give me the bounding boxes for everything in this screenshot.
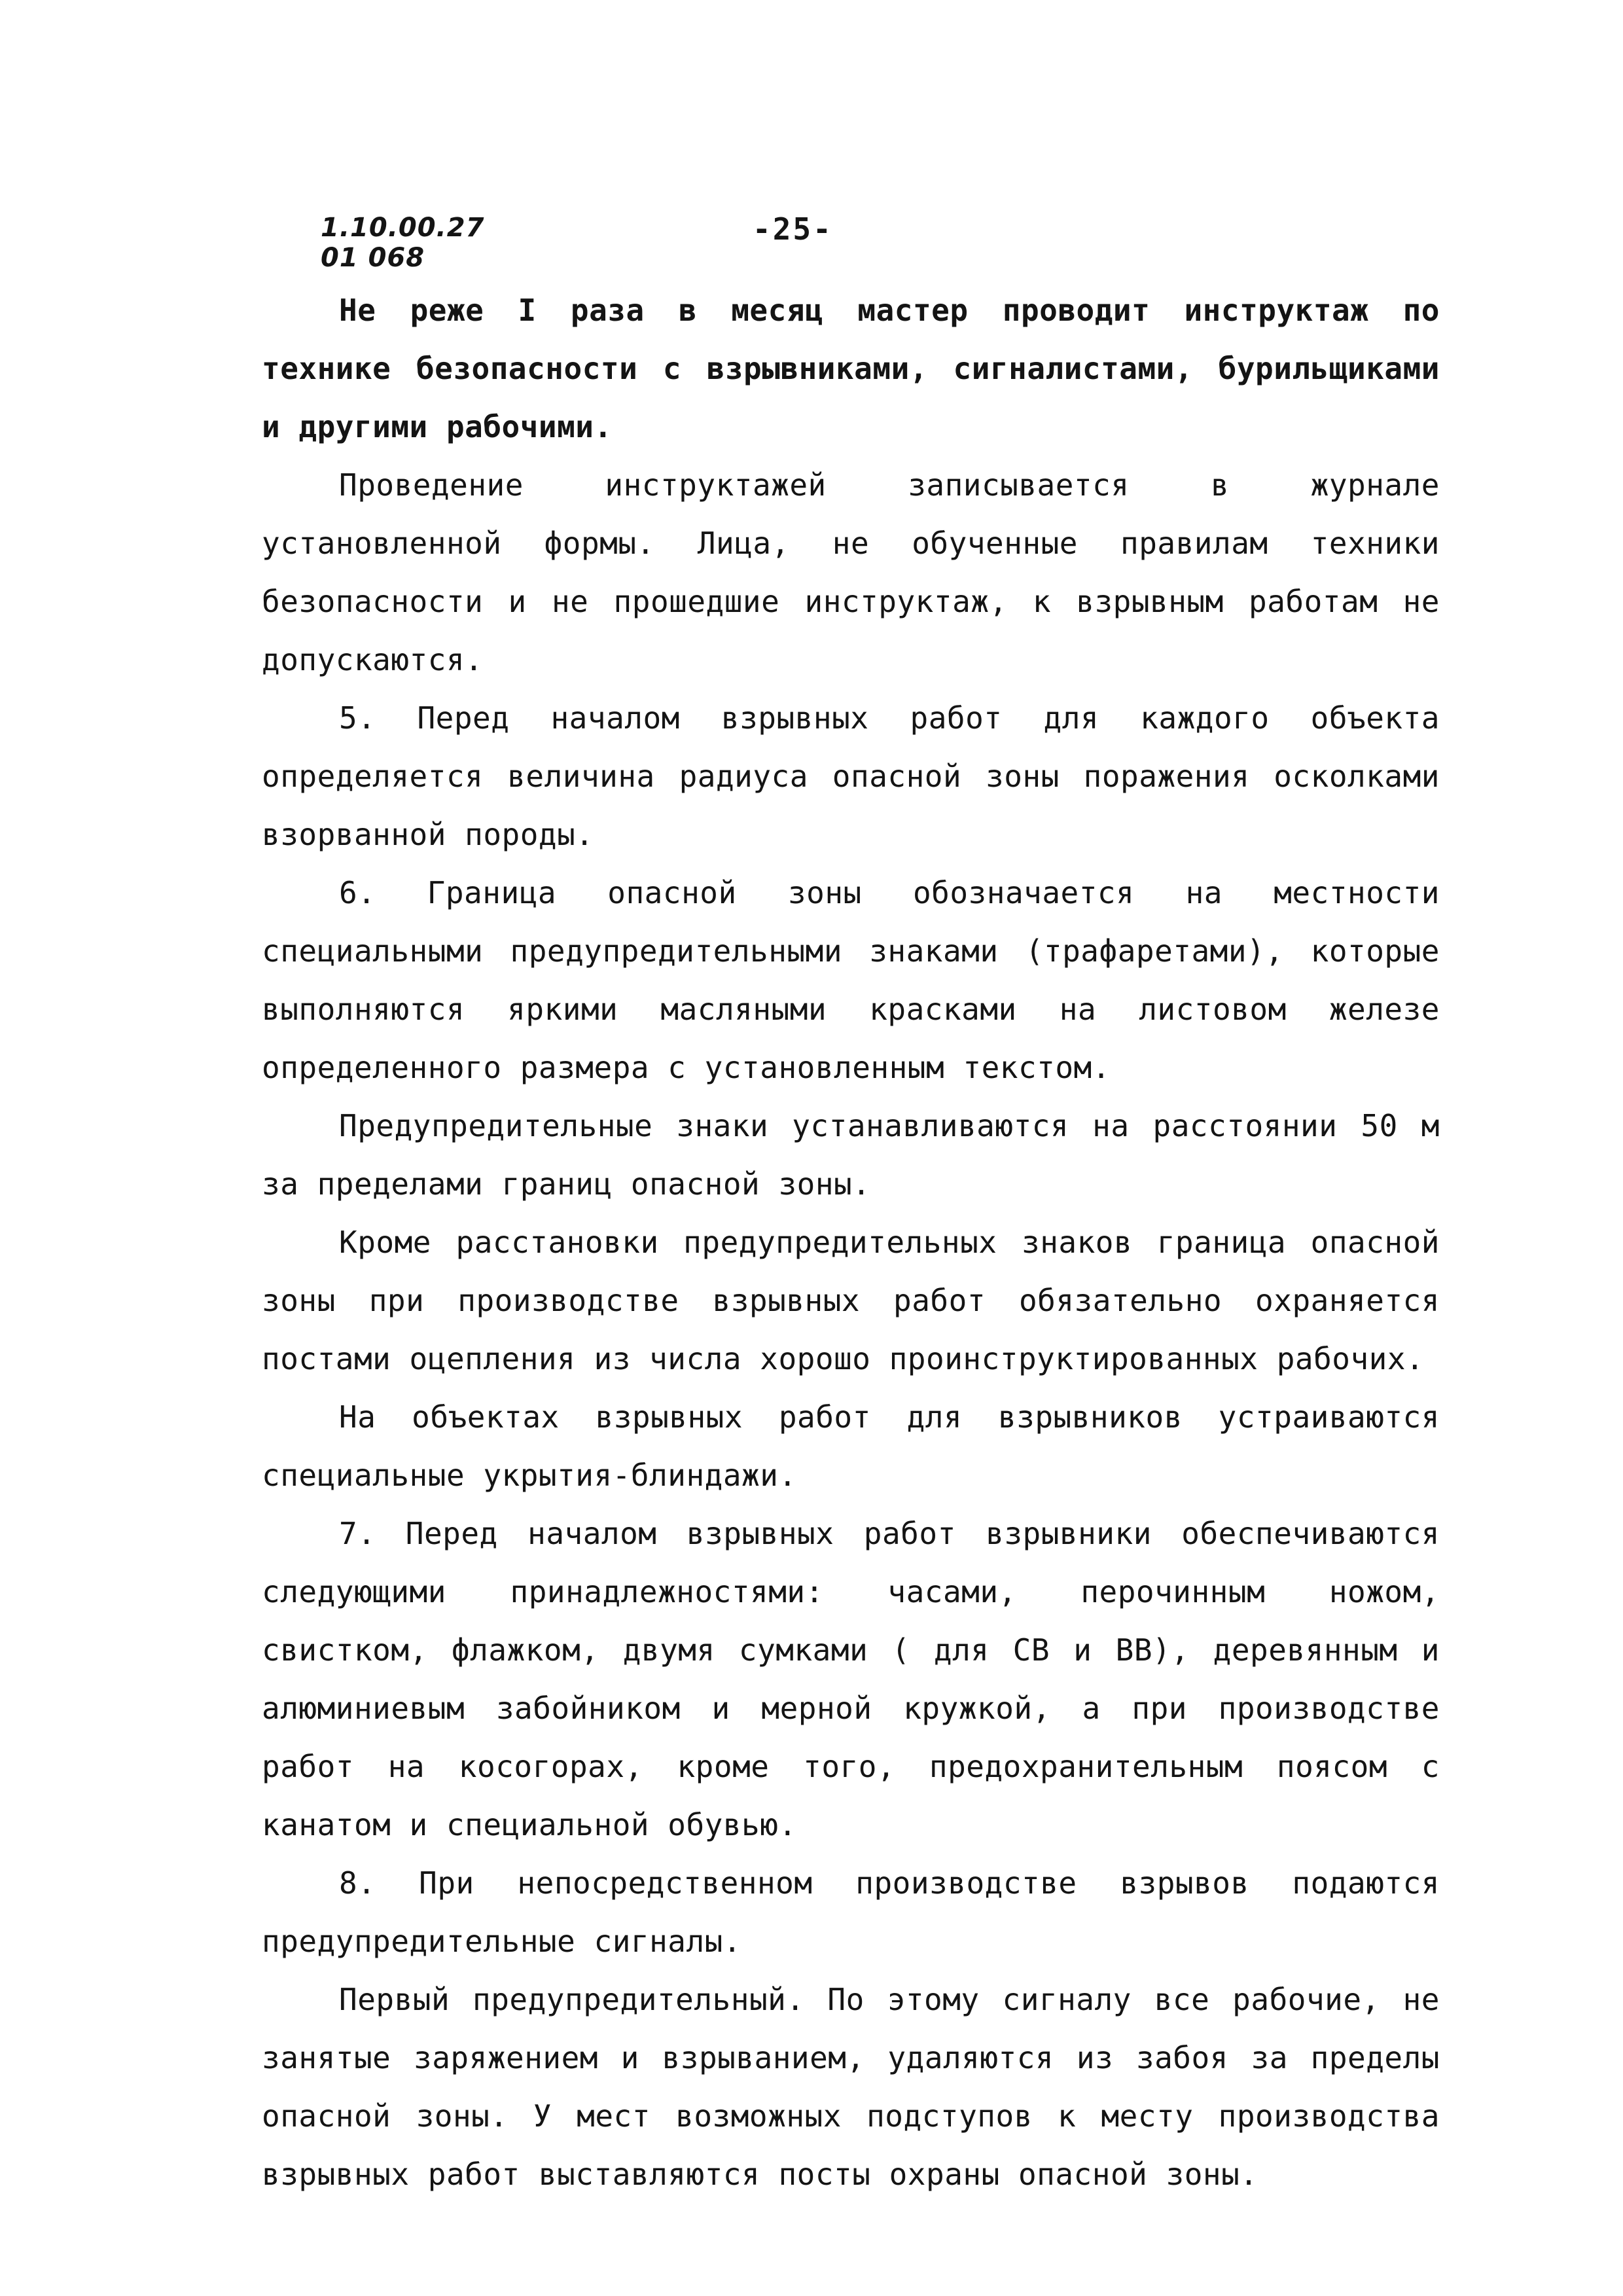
- paragraph-item-5: 5. Перед началом взрывных работ для каждого объекта определяется величина радиуса опасной зоны поражения осколками взорванной породы.: [262, 700, 1440, 852]
- paragraph-warning-signs: Предупредительные знаки устанавливаются на расстоянии 50 м за пределами границ опасной зоны.: [262, 1108, 1440, 1202]
- paragraph-cordon-posts: Кроме расстановки предупредительных знаков граница опасной зоны при производстве взрывных работ обязательно охраняется постами оцепления из числа хорошо проинструктированных рабочих.: [262, 1225, 1440, 1376]
- body-text: [262, 281, 1440, 2204]
- page-number: -25-: [753, 211, 833, 247]
- paragraph-instruction-records: Проведение инструктажей записывается в журнале установленной формы. Лица, не обученные правилам техники безопасности и не прошедшие инструктаж, к взрывным работам не допускаются.: [262, 467, 1440, 677]
- paragraph-item-8: 8. При непосредственном производстве взрывов подаются предупредительные сигналы.: [262, 1865, 1440, 1959]
- paragraph-first-signal: Первый предупредительный. По этому сигналу все рабочие, не занятые заряжением и взрыванием, удаляются из забоя за пределы опасной зоны. У мест возможных подступов к месту производства взрывных работ выставляются посты охраны опасной зоны.: [262, 1982, 1440, 2192]
- paragraph-item-7: 7. Перед началом взрывных работ взрывники обеспечиваются следующими принадлежностями: часами, перочинным ножом, свистком, флажком, двумя сумками ( для СВ и ВВ), деревянным и алюминиевым забойником и мерной кружкой, а при производстве работ на косогорах, кроме того, предохранительным поясом с канатом и специальной обувью.: [262, 1516, 1440, 1842]
- paragraph-shelters: На объектах взрывных работ для взрывников устраиваются специальные укрытия-блиндажи.: [262, 1399, 1440, 1493]
- paragraph-instruction-frequency: Не реже I раза в месяц мастер проводит инструктаж по технике безопасности с взрывниками, сигналистами, бурильщиками и другими рабочими.: [262, 293, 1440, 444]
- document-code-line-2: 01 068: [321, 243, 425, 273]
- document-code-line-1: 1.10.00.27: [321, 213, 485, 243]
- paragraph-item-6: 6. Граница опасной зоны обозначается на местности специальными предупредительными знаками (трафаретами), которые выполняются яркими масляными красками на листовом железе определенного размера с установленным текстом.: [262, 875, 1440, 1085]
- document-code: [321, 213, 484, 273]
